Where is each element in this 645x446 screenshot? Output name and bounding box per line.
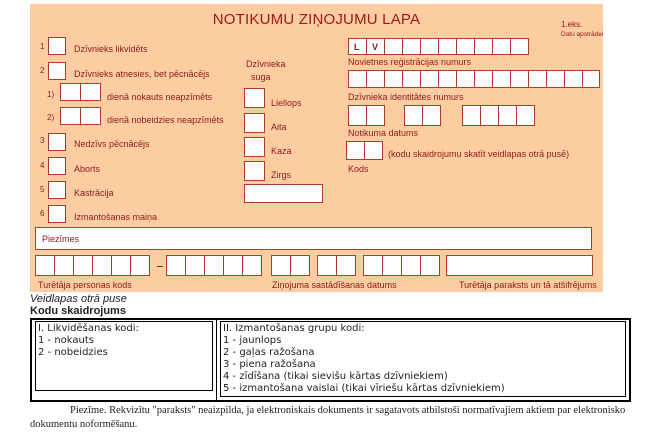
event-2-2-label: dienā nobeidzies neapzīmēts	[107, 115, 224, 125]
event-2-label: Dzīvnieks atnesies, bet pēcnācējs	[74, 69, 210, 79]
animal-id-char-3[interactable]	[384, 70, 403, 88]
liquidation-code-1: 1 - nokauts	[38, 335, 94, 346]
report-date-year-2[interactable]	[382, 255, 402, 276]
herd-number-char-4[interactable]	[402, 38, 421, 55]
notes-field[interactable]	[35, 227, 592, 250]
animal-id-char-6[interactable]	[438, 70, 457, 88]
event-date-year-2[interactable]	[480, 105, 499, 126]
animal-id-label: Dzīvnieka identitātes numurs	[348, 92, 464, 102]
event-date-year-1[interactable]	[462, 105, 481, 126]
report-date-month-2[interactable]	[336, 255, 356, 276]
event-2-1-label: dienā nokauts neapzīmēts	[107, 92, 213, 102]
usage-code-1: 1 - jaunlops	[223, 335, 282, 346]
event-5-checkbox[interactable]	[48, 181, 66, 199]
report-date-year-3[interactable]	[401, 255, 421, 276]
herd-number-char-8[interactable]	[474, 38, 493, 55]
report-date-month-1[interactable]	[317, 255, 337, 276]
animal-id-char-2[interactable]	[366, 70, 385, 88]
holder-code-char-11[interactable]	[242, 255, 262, 276]
species-goat-checkbox[interactable]	[244, 137, 265, 157]
species-header-line1: Dzīvnieka	[246, 59, 286, 69]
event-2-2-day-digit-1[interactable]	[60, 107, 81, 125]
holder-code-char-7[interactable]	[166, 255, 186, 276]
herd-prefix-v: V	[372, 42, 379, 52]
code-digit-1[interactable]	[346, 141, 365, 160]
event-date-day-1[interactable]	[348, 105, 367, 126]
event-3-label: Nedzīvs pēcnācējs	[74, 139, 150, 149]
event-date-year-4[interactable]	[516, 105, 535, 126]
species-horse-checkbox[interactable]	[244, 161, 265, 181]
species-goat-label: Kaza	[271, 146, 292, 156]
species-sheep-label: Aita	[271, 122, 287, 132]
species-header-line2: suga	[251, 72, 271, 82]
event-date-month-1[interactable]	[404, 105, 423, 126]
herd-number-char-10[interactable]	[510, 38, 529, 55]
event-6-label: Izmantošanas maiņa	[74, 212, 158, 222]
event-5-number: 5	[40, 185, 45, 194]
notes-label: Piezīmes	[42, 234, 80, 244]
animal-id-char-13[interactable]	[564, 70, 583, 88]
holder-code-char-5[interactable]	[111, 255, 131, 276]
holder-code-char-2[interactable]	[54, 255, 74, 276]
event-6-number: 6	[40, 209, 45, 218]
animal-id-char-9[interactable]	[492, 70, 511, 88]
species-cattle-checkbox[interactable]	[244, 88, 265, 108]
event-1-number: 1	[40, 42, 45, 51]
holder-code-char-1[interactable]	[35, 255, 55, 276]
animal-id-char-7[interactable]	[456, 70, 475, 88]
herd-prefix-l: L	[354, 42, 360, 52]
event-5-label: Kastrācija	[74, 188, 114, 198]
species-cattle-label: Liellops	[271, 98, 302, 108]
animal-id-char-14[interactable]	[582, 70, 600, 88]
animal-id-char-4[interactable]	[402, 70, 421, 88]
animal-id-char-10[interactable]	[510, 70, 529, 88]
holder-code-char-4[interactable]	[92, 255, 112, 276]
event-report-form	[30, 4, 603, 292]
holder-code-char-6[interactable]	[130, 255, 150, 276]
event-date-month-2[interactable]	[422, 105, 441, 126]
copy-label: 1.eks.	[561, 20, 583, 29]
event-1-label: Dzīvnieks likvidēts	[74, 44, 148, 54]
usage-code-2: 2 - gaļas ražošana	[223, 347, 315, 358]
report-date-day-1[interactable]	[271, 255, 291, 276]
species-horse-label: Zirgs	[271, 170, 291, 180]
codes-title: Kodu skaidrojums	[30, 305, 126, 317]
event-6-checkbox[interactable]	[48, 205, 66, 223]
animal-id-char-5[interactable]	[420, 70, 439, 88]
report-date-day-2[interactable]	[290, 255, 310, 276]
event-date-year-3[interactable]	[498, 105, 517, 126]
holder-code-char-9[interactable]	[204, 255, 224, 276]
event-2-2-number: 2)	[47, 113, 55, 122]
reverse-side-note: Veidlapas otrā puse	[30, 293, 127, 305]
signature-label: Turētāja paraksts un tā atšifrējums	[459, 280, 597, 290]
usage-code-3: 3 - piena ražošana	[223, 359, 316, 370]
form-title: NOTIKUMU ZIŅOJUMU LAPA	[212, 11, 421, 28]
animal-id-char-11[interactable]	[528, 70, 547, 88]
event-2-2-day-digit-2[interactable]	[80, 107, 101, 125]
event-3-number: 3	[40, 136, 45, 145]
signature-field[interactable]	[446, 255, 593, 276]
code-label: Kods	[348, 164, 369, 174]
codes-table	[30, 318, 631, 402]
usage-code-4: 4 - zīdīšana (tikai sievišu kārtas dzīvniekiem)	[223, 371, 448, 382]
report-date-label: Ziņojuma sastādīšanas datums	[272, 280, 397, 290]
liquidation-codes-title: I. Likvidēšanas kodi:	[38, 323, 139, 334]
herd-number-char-5[interactable]	[420, 38, 439, 55]
animal-id-char-1[interactable]	[348, 70, 367, 88]
liquidation-code-2: 2 - nobeidzies	[38, 347, 108, 358]
species-other-field[interactable]	[244, 184, 323, 203]
holder-code-char-3[interactable]	[73, 255, 93, 276]
animal-id-char-8[interactable]	[474, 70, 493, 88]
event-date-day-2[interactable]	[366, 105, 385, 126]
event-4-label: Aborts	[74, 164, 101, 174]
event-4-number: 4	[40, 161, 45, 170]
herd-number-char-3[interactable]	[384, 38, 403, 55]
usage-codes-cell	[217, 319, 631, 401]
usage-codes-title: II. Izmantošanas grupu kodi:	[223, 323, 365, 334]
event-4-checkbox[interactable]	[48, 157, 66, 175]
event-2-1-day-digit-1[interactable]	[60, 83, 81, 101]
event-2-number: 2	[40, 66, 45, 75]
herd-number-label: Novietnes reģistrācijas numurs	[348, 57, 472, 67]
copy-sublabel: Datu apstrādei	[561, 31, 604, 38]
report-date-year-4[interactable]	[420, 255, 440, 276]
species-sheep-checkbox[interactable]	[244, 113, 265, 133]
holder-code-dash	[157, 266, 163, 267]
event-2-checkbox[interactable]	[48, 62, 66, 80]
code-digit-2[interactable]	[364, 141, 383, 160]
herd-number-char-6[interactable]	[438, 38, 457, 55]
code-hint: (kodu skaidrojumu skatīt veidlapas otrā pusē)	[388, 149, 570, 159]
holder-code-label: Turētāja personas kods	[38, 280, 132, 290]
animal-id-char-12[interactable]	[546, 70, 565, 88]
liquidation-codes-cell	[31, 319, 217, 401]
signature-footnote: Piezīme. Rekvizītu "paraksts" neaizpilda, ja elektroniskais dokuments ir sagatavots atbilstoši normatīvajiem aktiem par elektronisko dokumentu noformēšanu.	[30, 405, 626, 430]
report-date-year-1[interactable]	[363, 255, 383, 276]
event-2-1-number: 1)	[47, 90, 55, 99]
event-2-1-day-digit-2[interactable]	[80, 83, 101, 101]
event-date-label: Notikuma datums	[348, 128, 419, 138]
event-1-checkbox[interactable]	[48, 37, 66, 55]
herd-number-char-9[interactable]	[492, 38, 511, 55]
herd-number-char-7[interactable]	[456, 38, 475, 55]
holder-code-char-10[interactable]	[223, 255, 243, 276]
event-3-checkbox[interactable]	[48, 133, 66, 151]
usage-code-5: 5 - izmantošana vaislai (tikai vīriešu kārtas dzīvniekiem)	[223, 383, 505, 394]
holder-code-char-8[interactable]	[185, 255, 205, 276]
